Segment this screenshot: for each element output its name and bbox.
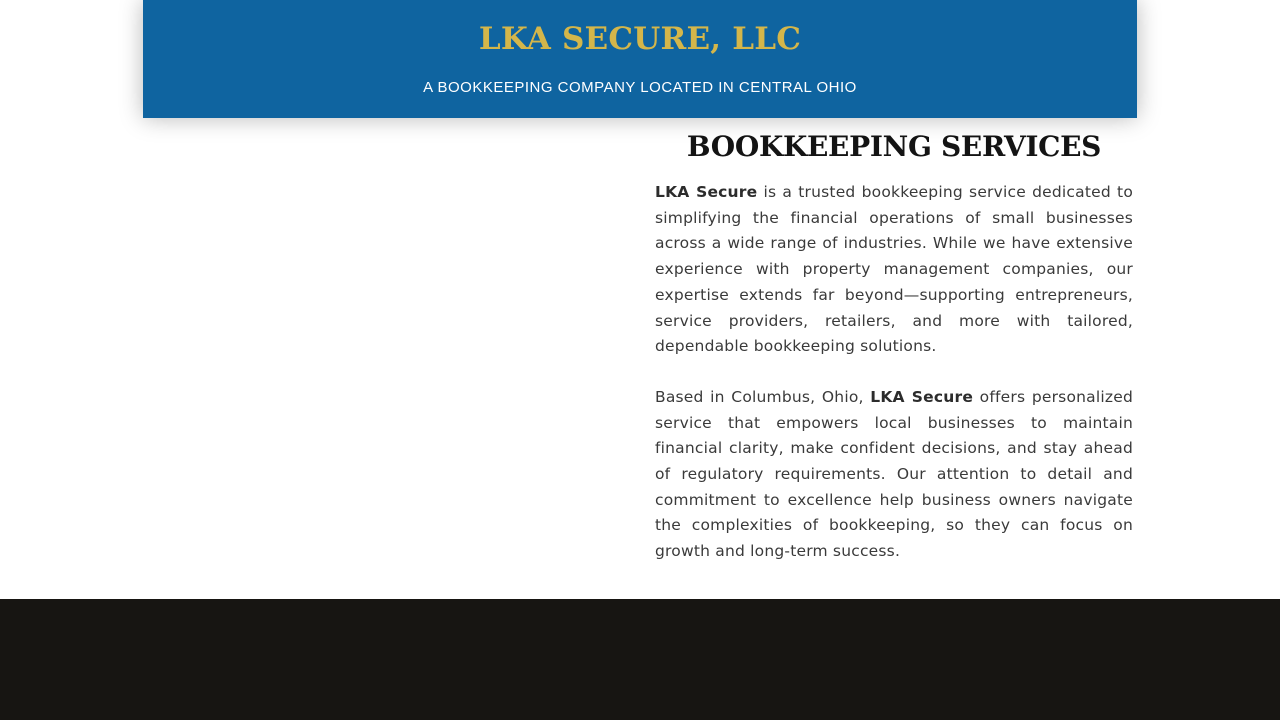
company-name-bold: LKA Secure [655, 183, 758, 201]
location-paragraph [655, 385, 1133, 565]
site-title[interactable]: LKA SECURE, LLC [478, 21, 802, 57]
intro-paragraph [655, 180, 1133, 360]
company-name-bold: LKA Secure [870, 387, 974, 406]
location-paragraph-text: offers personalized service that empowers local businesses to maintain financial clarity, make confident decisions, and stay ahead of regulatory requirements. Our attention to detail and commitment to excellence help business owners navigate the complexities of bookkeeping, so they can focus on growth and long-term success. [655, 387, 1133, 561]
section-heading: BOOKKEEPING SERVICES [686, 130, 1102, 163]
site-footer [0, 599, 1280, 720]
site-header [143, 0, 1137, 118]
image-column-placeholder [143, 118, 623, 578]
location-paragraph-lead: Based in Columbus, Ohio, [655, 387, 871, 406]
site-tagline: A BOOKKEEPING COMPANY LOCATED IN CENTRAL OHIO [423, 79, 857, 96]
intro-paragraph-text: is a trusted bookkeeping service dedicated to simplifying the financial operations of small businesses across a wide range of industries. While we have extensive experience with property management companies, our expertise extends far beyond—supporting entrepreneurs, service providers, retailers, and more with tailored, dependable bookkeeping solutions. [655, 183, 1133, 356]
services-section [655, 118, 1133, 565]
